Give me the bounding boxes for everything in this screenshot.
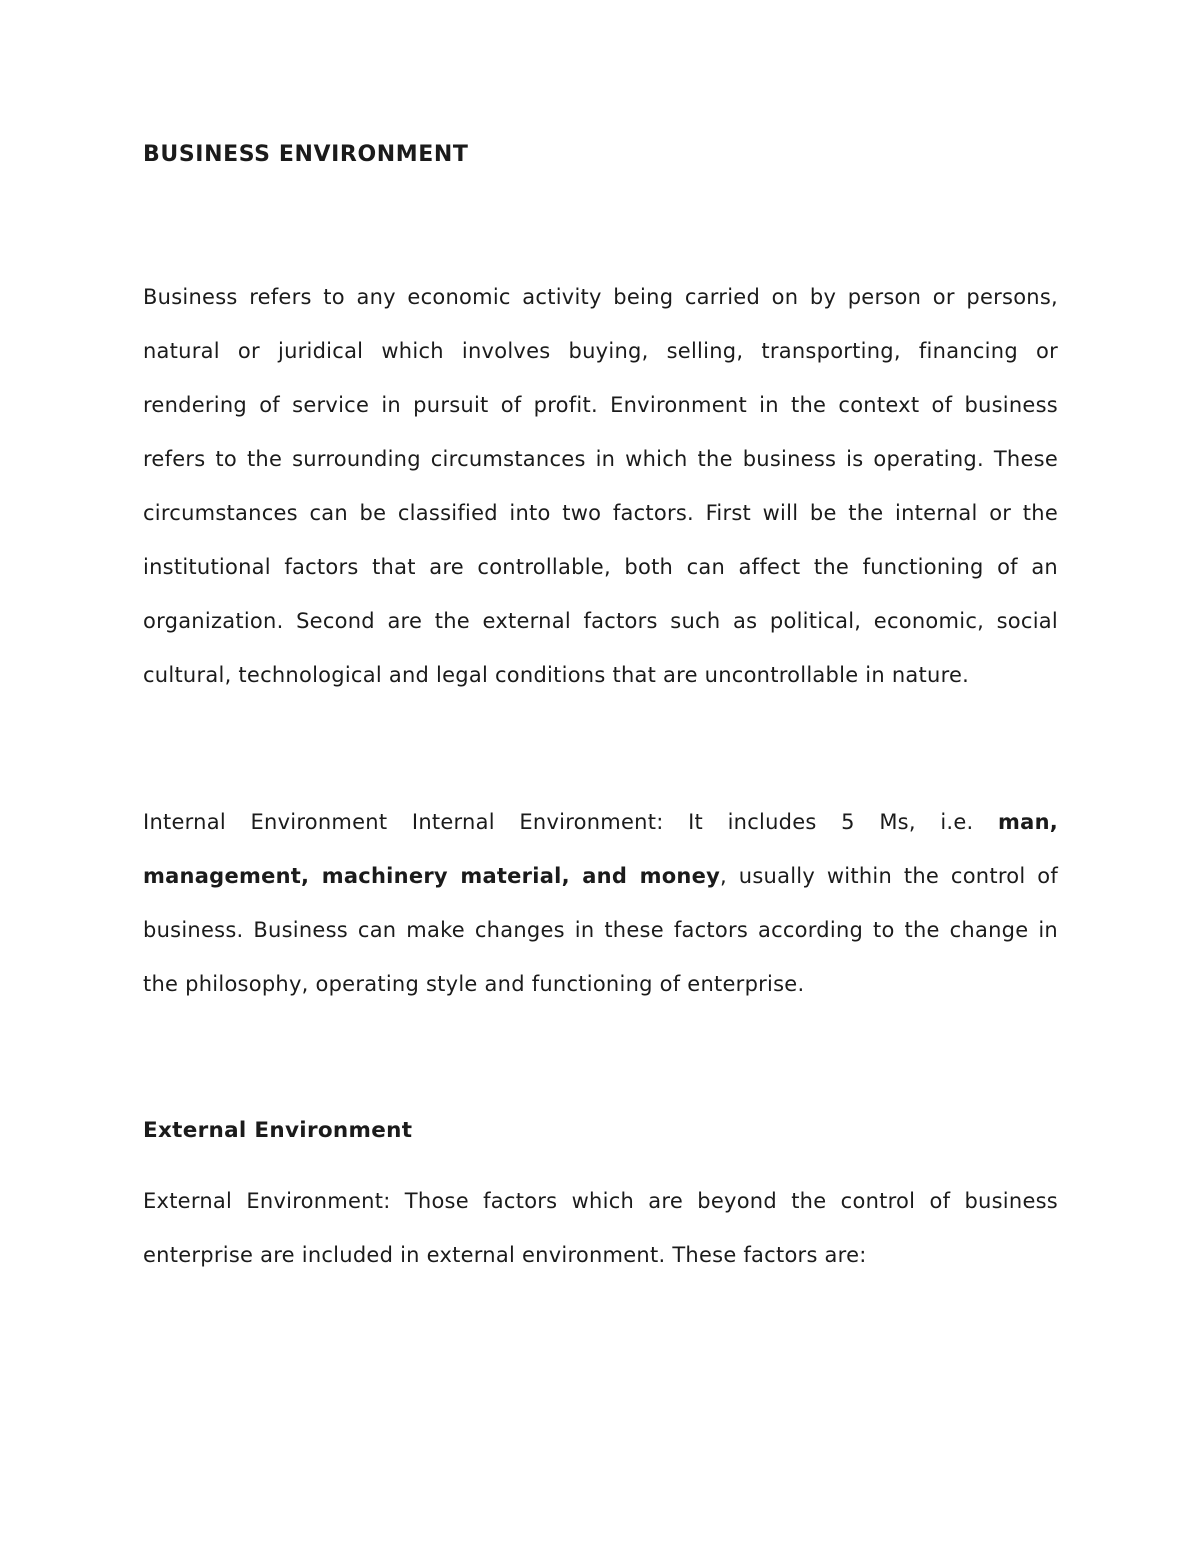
external-environment-paragraph: External Environment: Those factors which are beyond the control of business enterprise are included in external environment. These factors are:	[143, 1189, 1058, 1267]
internal-paragraph-post: , usually within the control of business. Business can make changes in these factors according to the change in the philosophy, operating style and functioning of enterprise.	[143, 864, 1058, 996]
document-title: BUSINESS ENVIRONMENT	[143, 142, 469, 167]
internal-paragraph-pre: Internal Environment Internal Environment: It includes 5 Ms, i.e.	[143, 810, 999, 834]
intro-paragraph: Business refers to any economic activity being carried on by person or persons, natural or juridical which involves buying, selling, transporting, financing or rendering of service in pursuit of profit. Environment in the context of business refers to the surrounding circumstances in which the business is operating. These circumstances can be classified into two factors. First will be the internal or the institutional factors that are controllable, both can affect the functioning of an organization. Second are the external factors such as political, economic, social cultural, technological and legal conditions that are uncontrollable in nature.	[143, 285, 1058, 687]
external-environment-heading: External Environment	[143, 1118, 413, 1143]
internal-paragraph-bold-run: man, management, machinery material, and money	[143, 810, 1058, 888]
internal-environment-paragraph	[143, 795, 1058, 1011]
